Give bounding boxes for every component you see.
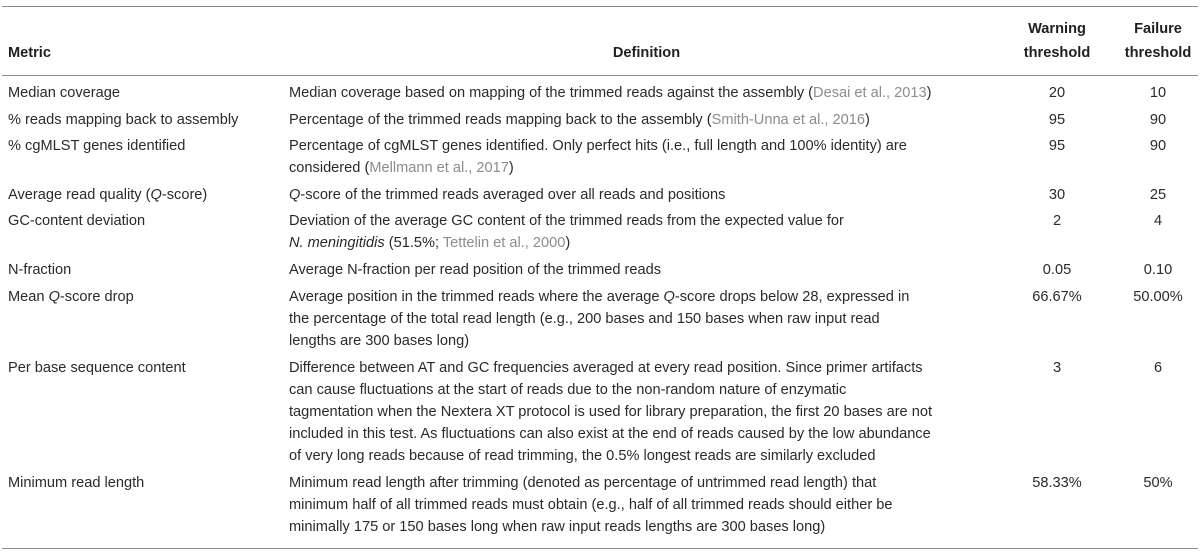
metric-cell (8, 259, 283, 281)
definition-cell (289, 357, 1004, 467)
definition-cell (289, 286, 1004, 352)
metric-cell (8, 184, 283, 206)
warning-threshold-cell: 95 (1048, 112, 1066, 128)
table-top-rule (2, 6, 1198, 7)
definition-text: ) (565, 235, 571, 251)
definition-cell (289, 184, 1004, 206)
definition-text: -score drops below 28, expressed in (674, 289, 910, 305)
header-metric: Metric (8, 45, 51, 61)
metric-text: % cgMLST genes identified (8, 138, 186, 154)
definition-text: ) (864, 112, 870, 128)
definition-text: -score of the trimmed reads averaged over all reads and positions (300, 187, 726, 203)
definition-line: minimum half of all trimmed reads must obtain (e.g., half of all trimmed reads should either be (289, 497, 893, 513)
definition-line: Minimum read length after trimming (denoted as percentage of untrimmed read length) that (289, 475, 877, 491)
definition-cell (289, 259, 1004, 281)
header-warning-line1: Warning (1028, 21, 1086, 37)
citation-link[interactable]: Tettelin et al., 2000 (442, 235, 566, 251)
definition-line: minimally 175 or 150 bases long when raw input reads lengths are 300 bases long) (289, 519, 826, 535)
metric-cell (8, 109, 283, 131)
metric-text: Mean (8, 289, 49, 305)
metric-italic: Q (48, 289, 60, 305)
definition-line: included in this test. As fluctuations can also exist at the end of reads caused by the low abundance (289, 426, 931, 442)
metric-text: -score drop (59, 289, 134, 305)
warning-threshold-cell: 3 (1052, 360, 1062, 376)
failure-threshold-cell: 6 (1153, 360, 1163, 376)
definition-text: Percentage of the trimmed reads mapping back to the assembly ( (289, 112, 712, 128)
definition-text: (51.5%; (384, 235, 443, 251)
metric-text: Average read quality ( (8, 187, 151, 203)
metric-italic: Q (150, 187, 162, 203)
definition-cell (289, 109, 1004, 131)
definition-line: lengths are 300 bases long) (289, 333, 470, 349)
metric-text: % reads mapping back to assembly (8, 112, 239, 128)
definition-italic: Q (663, 289, 675, 305)
metric-cell (8, 472, 283, 494)
definition-line: the percentage of the total read length (e.g., 200 bases and 150 bases when raw input read (289, 311, 880, 327)
failure-threshold-cell: 50% (1143, 475, 1173, 491)
warning-threshold-cell: 0.05 (1042, 262, 1072, 278)
header-failure-threshold (1110, 17, 1200, 65)
definition-italic: N. meningitidis (289, 235, 385, 251)
metric-text: Minimum read length (8, 475, 145, 491)
failure-threshold-cell: 0.10 (1143, 262, 1173, 278)
warning-threshold-cell: 2 (1052, 213, 1062, 229)
metric-cell (8, 82, 283, 104)
metric-text: -score) (161, 187, 208, 203)
definition-text: Average position in the trimmed reads where the average (289, 289, 664, 305)
metric-cell (8, 286, 283, 308)
definition-text: Average N-fraction per read position of the trimmed reads (289, 262, 662, 278)
failure-threshold-cell: 10 (1149, 85, 1167, 101)
definition-line: Deviation of the average GC content of the trimmed reads from the expected value for (289, 213, 844, 229)
definition-line: tagmentation when the Nextera XT protocol is used for library preparation, the first 20 bases are not (289, 404, 933, 420)
metric-text: N-fraction (8, 262, 72, 278)
metric-text: Median coverage (8, 85, 120, 101)
warning-threshold-cell: 30 (1048, 187, 1066, 203)
definition-cell (289, 472, 1004, 538)
failure-threshold-cell: 90 (1149, 138, 1167, 154)
header-definition: Definition (612, 45, 681, 61)
header-failure-line1: Failure (1134, 21, 1182, 37)
definition-text: considered ( (289, 160, 370, 176)
definition-cell (289, 82, 1004, 104)
failure-threshold-cell: 90 (1149, 112, 1167, 128)
header-failure-line2: threshold (1124, 45, 1192, 61)
definition-text: Median coverage based on mapping of the trimmed reads against the assembly ( (289, 85, 814, 101)
definition-text: ) (508, 160, 514, 176)
definition-cell (289, 210, 1004, 254)
warning-threshold-cell: 95 (1048, 138, 1066, 154)
failure-threshold-cell: 25 (1149, 187, 1167, 203)
definition-line (289, 232, 1004, 254)
definition-line: of very long reads because of read trimming, the 0.5% longest reads are similarly excluded (289, 448, 876, 464)
warning-threshold-cell: 20 (1048, 85, 1066, 101)
definition-line (289, 286, 1004, 308)
definition-line: Difference between AT and GC frequencies averaged at every read position. Since primer artifacts (289, 360, 923, 376)
definition-line: Percentage of cgMLST genes identified. Only perfect hits (i.e., full length and 100% identity) are (289, 138, 907, 154)
warning-threshold-cell: 58.33% (1032, 475, 1082, 491)
table-bottom-rule (2, 548, 1198, 549)
failure-threshold-cell: 4 (1153, 213, 1163, 229)
header-warning-threshold (1012, 17, 1102, 65)
citation-link[interactable]: Mellmann et al., 2017 (369, 160, 509, 176)
header-warning-line2: threshold (1023, 45, 1091, 61)
metric-cell (8, 357, 283, 379)
definition-italic: Q (289, 187, 301, 203)
warning-threshold-cell: 66.67% (1032, 289, 1082, 305)
metric-text: Per base sequence content (8, 360, 186, 376)
citation-link[interactable]: Desai et al., 2013 (813, 85, 927, 101)
metric-cell (8, 135, 283, 157)
metric-text: GC-content deviation (8, 213, 146, 229)
metric-cell (8, 210, 283, 232)
failure-threshold-cell: 50.00% (1133, 289, 1183, 305)
definition-line: can cause fluctuations at the start of reads due to the non-random nature of enzymatic (289, 382, 847, 398)
definition-cell (289, 135, 1004, 179)
citation-link[interactable]: Smith-Unna et al., 2016 (711, 112, 865, 128)
definition-text: ) (926, 85, 932, 101)
definition-line (289, 157, 1004, 179)
header-rule (2, 75, 1198, 76)
